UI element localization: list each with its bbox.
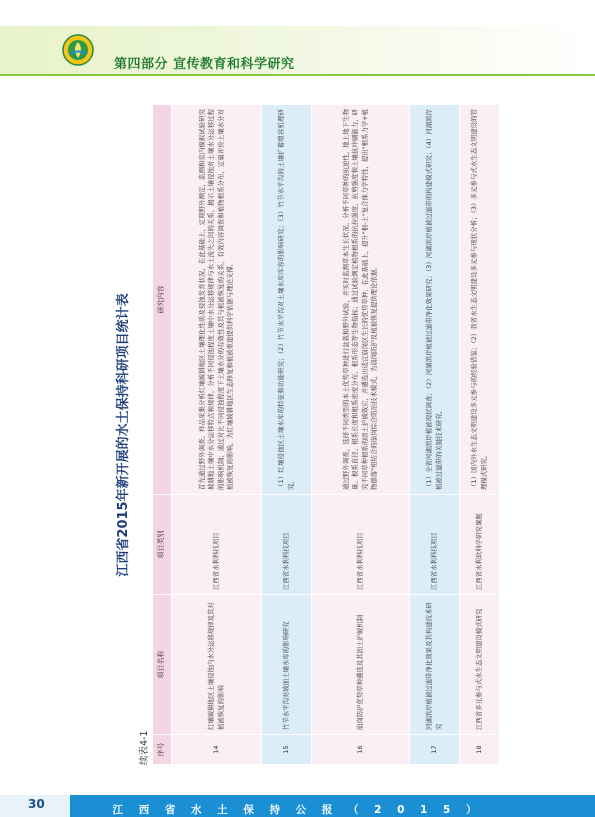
soil-conservation-logo-icon [62,34,94,66]
cell-category: 江西省水利软科学研究课题 [460,495,500,595]
table-row [262,105,312,765]
cell-name: 红壤坡耕地区土壤侵蚀内水分运移规律及其对植被恢复的影响 [172,595,262,735]
table-title: 江西省2015年新开展的水土保持科研项目统计表 [116,293,131,577]
section-title: 第四部分 宣传教育和科学研究 [114,57,295,72]
page-number: 30 [28,797,45,811]
cell-category: 江西省水利科技项目 [410,495,460,595]
table-header-row [153,105,172,765]
page-header [0,0,595,82]
table-row [460,105,500,765]
header-divider [0,74,595,76]
cell-content: 首先通过野外调查、样品采集分析红壤坡耕地区土壤理化性质及侵蚀发育状况，在此基础上，定期野外测定，监测和室内模拟试验研究坡耕地土壤中水分运移特点和规律，分析不同侵蚀程度土壤中水分运移规律与水土流失之间的关系，揭示土壤侵蚀对土壤水分运移过程的影响机制；通过对比不同侵蚀程度下土壤水分的有效性及其与植被恢复的关系，有效内容调查和植物根系分布，定量评价土壤水分对植被恢复的影响，为红壤坡耕地区生态修复和植被重建提供科学依据与理论支撑。 [172,105,262,495]
cell-category: 江西省水利科技项目 [312,495,410,595]
cell-seq: 14 [172,735,262,765]
cell-name: 崩岗防护优势草种遴选及其固土护坡机制 [312,595,410,735]
cell-name: 江西省多元参与式水生态文明建设模式研究 [460,595,500,735]
column-header-category: 项目类别 [153,495,172,595]
cell-name: 河湖滨岸植被过滤带净化效果及其构建技术研究 [410,595,460,735]
cell-seq: 18 [460,735,500,765]
column-header-seq: 序号 [153,735,172,765]
cell-category: 江西省水利科技项目 [172,495,262,595]
cell-seq: 17 [410,735,460,765]
column-header-name: 项目名称 [153,595,172,735]
cell-category: 江西省水利科技项目 [262,495,312,595]
table-row [410,105,460,765]
cell-seq: 16 [312,735,410,765]
rotated-table-region [110,105,488,765]
table-row [172,105,262,765]
cell-content: 通过野外调查，选择不同类型的本土优势草种进行盆栽和野外试验，并实时监测草本生长状况、分析不同草种的抗逆性，地上地下生物量、根系直径、根系长度和根系密度分布、根系形态等生物指标；通过试验测定植物根系的抗拉强度、抗剪强度和土壤抗冲刷能力，研究不同草种根系的固土护坡效应，并遴选出适宜崩岗区生长的优势草种；在此基础上，提升"根-土"复合体力学特性，提出"根系力学+植物群落"相结合的崩岗综合防治技术模式，为崩岗防护及植被恢复提供理论依据。 [312,105,410,495]
table-continued-note: 续表4-1 [139,730,150,765]
cell-seq: 15 [262,735,312,765]
cell-name: 竹节水平沟对坡面土壤水库的影响研究 [262,595,312,735]
table-row [312,105,410,765]
cell-content: （1）国内外水生态文明建设多元参与的经验借鉴；（2）我省水生态文明建设多元参与现状分析；（3）多元参与式水生态文明建设的管理模式研究。 [460,105,500,495]
research-projects-table [152,104,500,765]
column-header-content: 研究内容 [153,105,172,495]
cell-content: （1）红壤侵蚀区土壤水库的特征和功能研究；（2）竹节水平沟对土壤水库库容的影响研究；（3）竹节水平沟的土壤扩蓄增容机理研究。 [262,105,312,495]
cell-content: （1）全省河湖滨岸植被现状调查；（2）河湖滨岸植被过滤带净化效果研究；（3）河湖滨岸植被过滤带的构建模式研究；（4）河湖滨岸植被过滤带的关键技术研究。 [410,105,460,495]
publication-title: 江 西 省 水 土 保 持 公 报 （ 2 0 1 5 ） [112,804,483,816]
